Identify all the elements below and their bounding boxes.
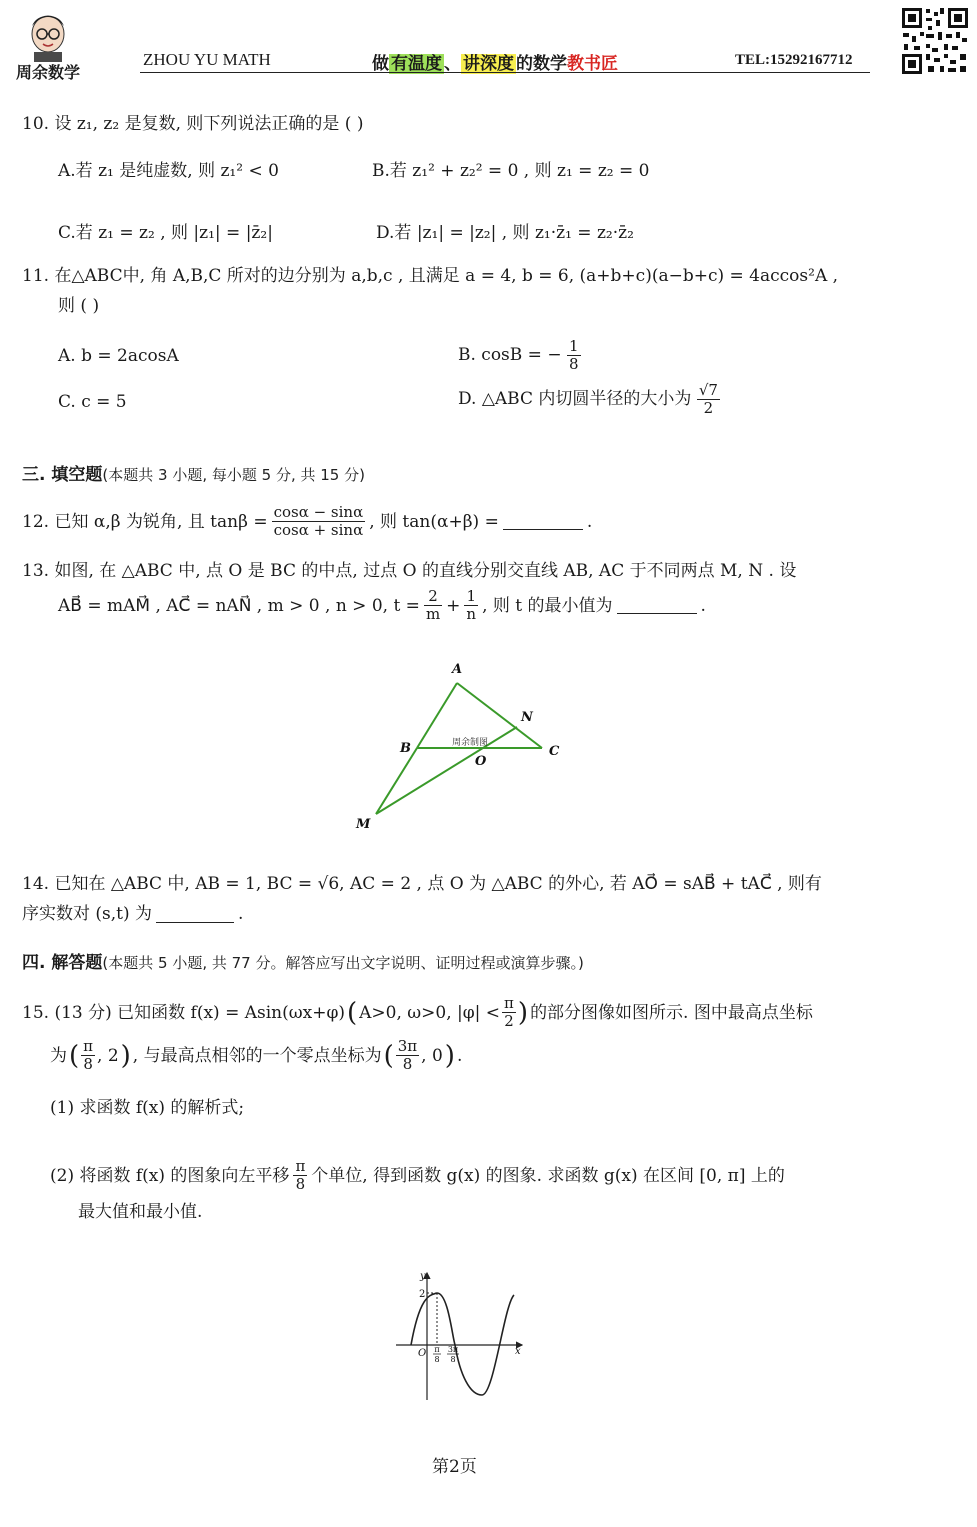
slogan (372, 49, 618, 74)
question-11-option-a: A. b = 2acosA (58, 346, 179, 366)
slogan-part: 、 (444, 54, 461, 74)
answer-blank[interactable] (156, 906, 234, 923)
right-paren: ) (517, 997, 529, 1028)
label-b: B (400, 741, 411, 756)
period: . (238, 904, 244, 924)
question-12-pre: 12. 已知 α,β 为锐角, 且 tanβ = (22, 511, 268, 532)
label-m: M (356, 817, 371, 832)
brand-name: ZHOU YU MATH (143, 50, 271, 69)
question-12 (22, 504, 592, 539)
question-11-option-b (458, 338, 581, 373)
slogan-highlight-depth: 讲深度 (463, 54, 514, 74)
page-number: 第2页 (432, 1457, 477, 1477)
slogan-part: 的数学 (516, 54, 567, 74)
numerator: 1 (464, 588, 478, 606)
label-o: O (475, 754, 487, 769)
line-bm (376, 748, 417, 814)
origin-label: O (418, 1348, 427, 1359)
period: . (456, 1045, 463, 1066)
answer-blank[interactable] (503, 513, 583, 530)
slogan-part: 做 (372, 54, 389, 74)
label-c: C (549, 744, 560, 759)
left-paren: ( (69, 1040, 80, 1071)
denominator: m (425, 605, 441, 623)
option-d-text: D. △ABC 内切圆半径的大小为 (458, 389, 692, 409)
question-11-stem: 11. 在△ABC中, 角 A,B,C 所对的边分别为 a,b,c , 且满足 a = 4, b = 6, (a+b+c)(a−b+c) = 4accos²A , (22, 266, 839, 286)
section-4-heading (22, 948, 584, 973)
question-15-line-2 (50, 1038, 462, 1073)
fraction (293, 1158, 307, 1193)
fraction (567, 338, 581, 373)
question-11-option-c: C. c = 5 (58, 392, 127, 412)
numerator: 1 (568, 337, 579, 355)
left-paren: ( (383, 1040, 394, 1071)
denominator: cosα + sinα (273, 521, 364, 539)
section-3-title: 三. 填空题 (22, 465, 103, 485)
question-15-line-1 (22, 995, 922, 1030)
part-2-pre: (2) 将函数 f(x) 的图象向左平移 (50, 1165, 290, 1186)
question-10-option-b: B.若 z₁² + z₂² = 0 , 则 z₁ = z₂ = 0 (372, 161, 650, 181)
zero-point-y: , 0 (421, 1045, 443, 1066)
numerator: π (83, 1037, 94, 1055)
question-13-post: , 则 t 的最小值为 (482, 595, 613, 616)
question-15-part-2-cont: 最大值和最小值. (78, 1202, 203, 1222)
max-value-label: 2 (419, 1289, 426, 1300)
sine-graph (390, 1265, 530, 1405)
question-14-text: 序实数对 (s,t) 为 (22, 904, 153, 924)
denominator: 8 (83, 1055, 93, 1073)
label-n: N (521, 710, 533, 725)
question-15-line-1-post: 的部分图像如图所示. 图中最高点坐标 (530, 1002, 813, 1023)
tick-1-den: 8 (434, 1355, 440, 1364)
question-10-option-a: A.若 z₁ 是纯虚数, 则 z₁² < 0 (58, 161, 279, 181)
brand-logo (10, 8, 102, 82)
header-rule (140, 72, 870, 73)
period: . (700, 595, 706, 616)
qr-code-icon (900, 6, 970, 76)
y-axis-label: y (420, 1271, 426, 1282)
question-13-vectors: AB⃗ = mAM⃗ , AC⃗ = nAN⃗ , m > 0 , n > 0, t = (58, 595, 420, 616)
denominator: 2 (504, 1012, 514, 1030)
question-10-option-d: D.若 |z₁| = |z₂| , 则 z₁·z̄₁ = z₂·z̄₂ (376, 223, 634, 243)
numerator: cosα − sinα (273, 503, 364, 521)
figure-watermark: 周余制图 (452, 738, 489, 748)
denominator: 2 (703, 399, 714, 417)
section-3-note: (本题共 3 小题, 每小题 5 分, 共 15 分) (102, 466, 365, 484)
question-13-line-2 (58, 588, 706, 623)
logo-text: 周余数学 (16, 63, 81, 82)
fraction (396, 1038, 419, 1073)
question-11-stem-cont: 则 ( ) (58, 296, 100, 316)
question-15-function: 15. (13 分) 已知函数 f(x) = Asin(ωx+φ) (22, 1002, 345, 1023)
question-10-option-c: C.若 z₁ = z₂ , 则 |z₁| = |z̄₂| (58, 223, 273, 243)
max-point-y: , 2 (97, 1045, 119, 1066)
question-15-part-2 (50, 1158, 785, 1193)
fraction (272, 504, 366, 539)
section-3-heading (22, 460, 365, 485)
denominator: 8 (402, 1055, 413, 1073)
numerator: √7 (698, 381, 718, 399)
triangle-figure (340, 655, 580, 840)
right-paren: ) (444, 1040, 455, 1071)
denominator: 8 (295, 1175, 306, 1193)
question-14-line-2 (22, 900, 243, 928)
left-paren: ( (347, 997, 358, 1028)
fraction (81, 1038, 95, 1073)
fraction (502, 995, 516, 1030)
right-paren: ) (120, 1040, 131, 1071)
answer-blank[interactable] (617, 597, 697, 614)
option-b-text: B. cosB = − (458, 345, 562, 365)
question-11-option-d (458, 382, 720, 417)
label-a: A (452, 662, 463, 677)
plus-sign: + (446, 595, 461, 616)
section-4-title: 四. 解答题 (22, 953, 103, 973)
question-15-conditions: A>0, ω>0, |φ| < (359, 1002, 501, 1023)
period: . (586, 511, 593, 532)
tick-2-den: 8 (450, 1355, 456, 1364)
tick-1-num: π (434, 1345, 440, 1354)
question-15-mid: , 与最高点相邻的一个零点坐标为 (132, 1045, 382, 1066)
part-2-post: 个单位, 得到函数 g(x) 的图象. 求函数 g(x) 在区间 [0, π] 上的 (311, 1165, 785, 1186)
fraction (697, 382, 720, 417)
question-14-line-1: 14. 已知在 △ABC 中, AB = 1, BC = √6, AC = 2 , 点 O 为 △ABC 的外心, 若 AO⃗ = sAB⃗ + tAC⃗ , 则有 (22, 874, 822, 894)
question-15-part-1: (1) 求函数 f(x) 的解析式; (50, 1098, 245, 1118)
question-13-line-1: 13. 如图, 在 △ABC 中, 点 O 是 BC 的中点, 过点 O 的直线分别交直线 AB, AC 于不同两点 M, N . 设 (22, 561, 797, 581)
numerator: 2 (424, 588, 442, 606)
tick-2-num: 3π (447, 1345, 459, 1354)
slogan-highlight-teacher: 教书匠 (567, 54, 618, 74)
fraction (464, 588, 478, 623)
denominator: n (466, 605, 477, 623)
telephone: TEL:15292167712 (735, 52, 853, 68)
section-4-note: (本题共 5 小题, 共 77 分。解答应写出文字说明、证明过程或演算步骤。) (102, 954, 584, 972)
question-15-prefix: 为 (50, 1045, 67, 1066)
numerator: π (295, 1157, 306, 1175)
fraction (424, 588, 442, 623)
line-mn (376, 727, 517, 814)
side-ab (417, 683, 457, 748)
question-12-post: , 则 tan(α+β) = (369, 511, 499, 532)
numerator: π (504, 994, 514, 1012)
question-10-stem: 10. 设 z₁, z₂ 是复数, 则下列说法正确的是 ( ) (22, 114, 364, 134)
numerator: 3π (397, 1037, 418, 1055)
x-axis-label: x (515, 1346, 521, 1357)
denominator: 8 (568, 355, 579, 373)
slogan-highlight-warmth: 有温度 (391, 54, 442, 74)
